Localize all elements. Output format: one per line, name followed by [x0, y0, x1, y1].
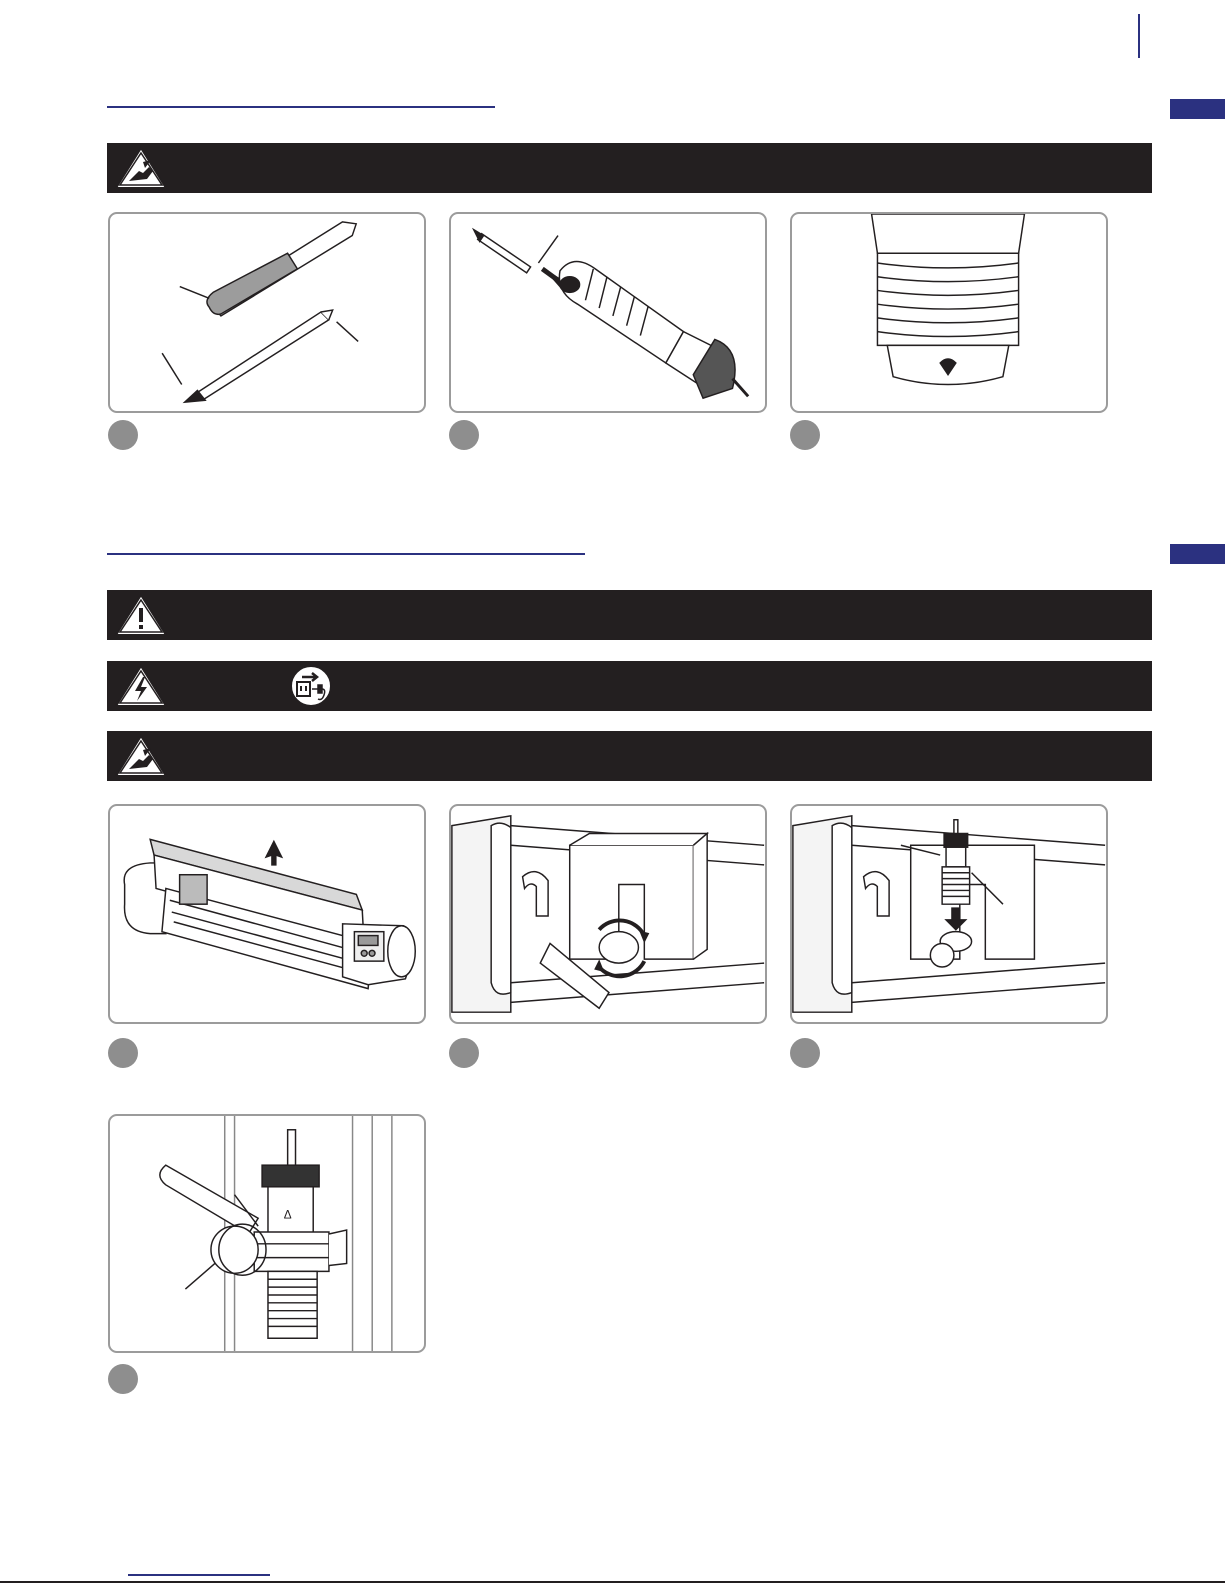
step-illustration-tighten-knob: [108, 1114, 426, 1353]
step-illustration-blades: [108, 212, 426, 413]
section-2-heading-rule: [107, 553, 585, 555]
electric-shock-icon: [113, 663, 169, 709]
footer-link-rule: [128, 1574, 270, 1576]
step-number-badge: [449, 1038, 479, 1068]
step-number-badge: [108, 1038, 138, 1068]
cut-hazard-icon: [113, 145, 169, 191]
cut-hazard-warning-bar: [107, 143, 1152, 193]
holder-mark: Δ: [283, 1208, 292, 1222]
electric-hazard-warning-bar: [107, 661, 1152, 711]
step-number-badge: [108, 420, 138, 450]
step-illustration-insert-blade: [449, 212, 767, 413]
footer-rule: [0, 1581, 1225, 1583]
chapter-tab-2: [1170, 544, 1225, 564]
step-number-badge: [449, 420, 479, 450]
section-1-heading-rule: [107, 106, 495, 108]
general-warning-bar: [107, 590, 1152, 640]
unplug-power-icon: [288, 665, 334, 707]
exclamation-warning-icon: [113, 592, 169, 638]
page-marker: [1138, 14, 1140, 58]
cut-hazard-icon: [113, 733, 169, 779]
step-number-badge: [790, 420, 820, 450]
step-illustration-open-cover: [108, 804, 426, 1024]
step-illustration-holder-tip: [790, 212, 1108, 413]
step-illustration-release-clamp: [449, 804, 767, 1024]
step-number-badge: [790, 1038, 820, 1068]
step-illustration-insert-holder: [790, 804, 1108, 1024]
step-number-badge: [108, 1364, 138, 1394]
cut-hazard-warning-bar-2: [107, 731, 1152, 781]
chapter-tab-1: [1170, 99, 1225, 119]
